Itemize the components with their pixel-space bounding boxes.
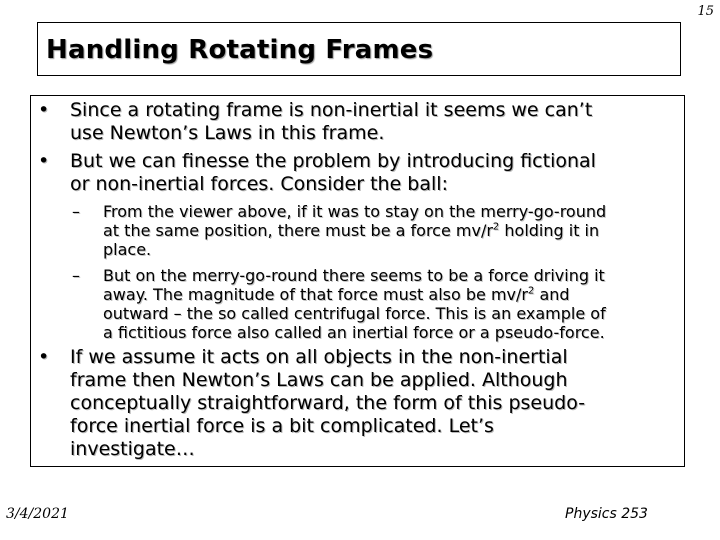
slide-title: Handling Rotating Frames xyxy=(46,35,434,65)
sub-bullet-marker: – xyxy=(72,266,80,285)
sub-bullet-line: a fictitious force also called an inertial force or a pseudo-force. xyxy=(103,323,605,342)
sub-bullet-line: outward – the so called centrifugal force. This is an example of xyxy=(103,304,606,323)
bullet-item xyxy=(39,99,592,145)
sub-bullet-text: holding it in xyxy=(499,221,600,240)
sub-bullet-marker: – xyxy=(72,202,80,221)
bullet-line: or non-inertial forces. Consider the ball: xyxy=(70,173,448,195)
content-frame xyxy=(30,95,685,467)
sub-bullet-item xyxy=(72,266,606,342)
superscript: 2 xyxy=(527,285,535,297)
sub-bullet-line xyxy=(103,221,606,240)
bullet-line: Since a rotating frame is non-inertial it seems we can’t xyxy=(70,99,593,121)
sub-bullet-text: and xyxy=(534,285,570,304)
sub-bullet-text: away. The magnitude of that force must also be mv/r xyxy=(103,285,528,304)
bullet-line: force inertial force is a bit complicated. Let’s xyxy=(70,415,494,437)
sub-bullet-item xyxy=(72,202,606,259)
bullet-line: If we assume it acts on all objects in the non-inertial xyxy=(70,346,568,368)
bullet-line: use Newton’s Laws in this frame. xyxy=(70,122,385,144)
sub-bullet-text: at the same position, there must be a force mv/r xyxy=(103,221,493,240)
bullet-line: investigate… xyxy=(70,438,195,460)
bullet-line: conceptually straightforward, the form of this pseudo- xyxy=(70,392,586,414)
bullet-line: But we can finesse the problem by introducing fictional xyxy=(70,150,596,172)
sub-bullet-line: place. xyxy=(103,240,152,259)
footer-course: Physics 253 xyxy=(565,506,648,522)
bullet-line: frame then Newton’s Laws can be applied. Although xyxy=(70,369,568,391)
sub-bullet-line xyxy=(103,285,606,304)
superscript: 2 xyxy=(492,221,500,233)
footer-date: 3/4/2021 xyxy=(6,506,69,522)
bullet-item xyxy=(39,346,585,461)
sub-bullet-line: From the viewer above, if it was to stay on the merry-go-round xyxy=(103,202,607,221)
sub-bullet-line: But on the merry-go-round there seems to be a force driving it xyxy=(103,266,605,285)
title-frame xyxy=(37,22,681,76)
page-number: 15 xyxy=(697,4,714,19)
bullet-marker: • xyxy=(38,99,50,121)
bullet-item xyxy=(39,150,596,196)
bullet-marker: • xyxy=(38,346,50,368)
bullet-marker: • xyxy=(38,150,50,172)
